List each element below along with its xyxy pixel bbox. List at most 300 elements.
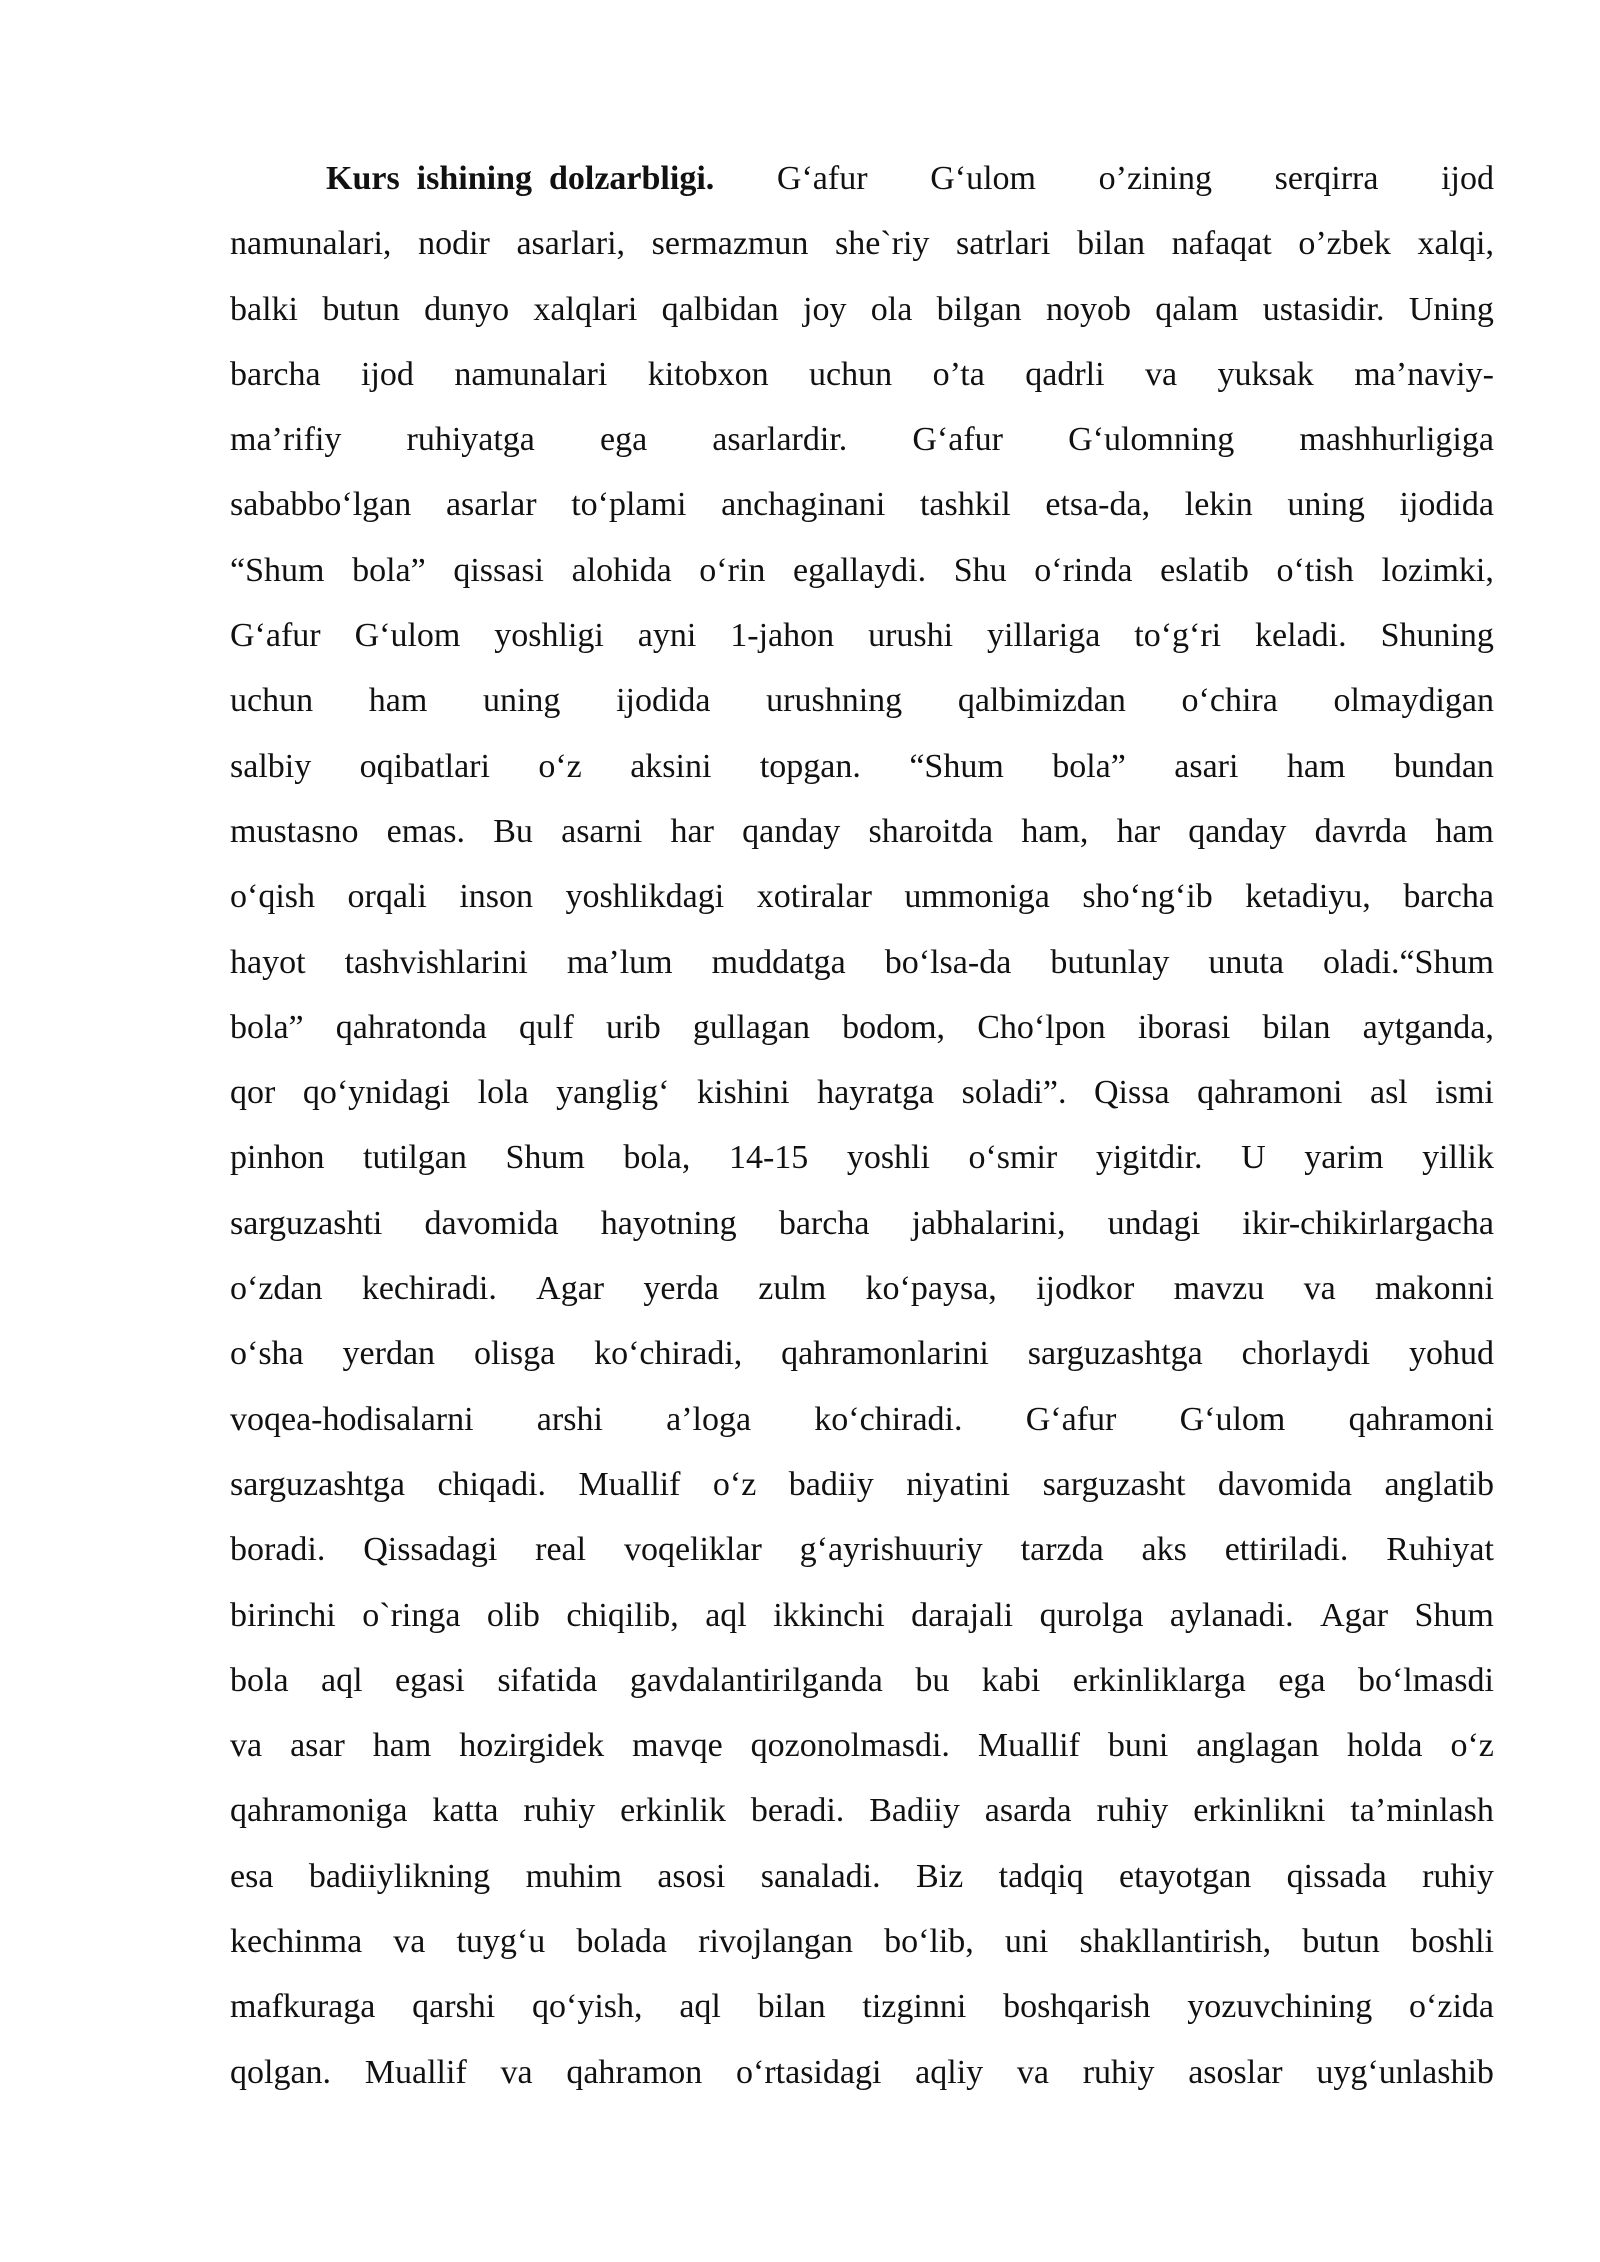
word: kishini [697,1074,790,1112]
word: 1-jahon [730,617,835,655]
word: o‘rtasidagi [736,2053,882,2091]
word: Muallif [977,1727,1080,1765]
word: yohud [1408,1335,1494,1373]
word: qurolga [1039,1596,1144,1634]
word: olisga [473,1335,556,1373]
word: lozimki, [1381,551,1494,589]
word: davomida [1217,1465,1352,1503]
word: 14-15 [728,1139,809,1177]
word: bola” [352,551,426,589]
text-line [230,1125,1494,1190]
body-text [230,146,1494,2105]
word: etsa-da, [1045,486,1151,524]
word: kitobxon [647,355,769,393]
word: asar [290,1727,345,1765]
word: qolgan. [230,2053,332,2091]
word: qo‘yish, [532,1988,643,2026]
word: Cho‘lpon [977,1008,1106,1046]
word: sarguzashtga [230,1465,405,1503]
word: ayni [637,617,697,655]
word: ijod [361,355,414,393]
word: orqali [347,878,427,916]
word: badiiylikning [308,1857,491,1895]
word: anchaginani [721,486,886,524]
word: va [230,1727,263,1765]
word: g‘ayrishuuriy [799,1531,983,1569]
word: urushi [868,617,954,655]
word: ham, [1021,812,1089,850]
text-line [230,995,1494,1060]
word: namunalari [454,355,608,393]
word: yerdan [342,1335,436,1373]
word: ustasidir. [1262,290,1385,328]
word: egallaydi. [793,551,927,589]
word: salbiy [230,747,312,785]
word: bola, [623,1139,691,1177]
word: hozirgidek [459,1727,605,1765]
word: sanaladi. [760,1857,881,1895]
word: hayot [230,943,306,981]
word: o‘tish [1276,551,1354,589]
word: Agar [536,1270,605,1308]
word: va [500,2053,533,2091]
word: asl [1369,1074,1408,1112]
word: tadqiq [998,1857,1084,1895]
word: har [670,812,714,850]
text-line [230,472,1494,537]
word: esa [230,1857,274,1895]
text-line [230,930,1494,995]
word: mavzu [1173,1270,1265,1308]
word: qahramoni [1197,1074,1343,1112]
word: bilan [1262,1008,1331,1046]
word: Shum [505,1139,585,1177]
word: G‘ulom [930,160,1036,197]
word: aylanadi. [1169,1596,1294,1634]
word: qahramon [566,2053,703,2091]
word: aql [705,1596,747,1634]
word: ijod [1441,160,1494,197]
word: ettiriladi. [1224,1531,1349,1569]
word: katta [432,1792,499,1830]
word: va [1144,355,1178,393]
word: qadrli [1025,355,1105,393]
word: sarguzasht [1042,1465,1186,1503]
word: ma’naviy- [1354,355,1494,393]
text-line [230,1321,1494,1386]
word: beradi. [750,1792,845,1830]
word: asarlardir. [712,421,848,459]
word: asarni [561,812,643,850]
word: butun [322,290,400,328]
word: mustasno [230,812,359,850]
word: Uning [1408,290,1494,328]
word: voqea-hodisalarni [230,1400,474,1438]
word: qo‘ynidagi [302,1074,451,1112]
word: bodom, [842,1008,946,1046]
text-line [230,1778,1494,1843]
word: tutilgan [363,1139,467,1177]
word: ko‘chiradi, [594,1335,743,1373]
word: satrlari [956,225,1051,263]
word: darajali [911,1596,1014,1634]
word: tuyg‘u [456,1923,546,1961]
word: erkinliklarga [1072,1661,1246,1699]
word: emas. [386,812,466,850]
word: muhim [525,1857,622,1895]
word: noyob [1045,290,1131,328]
word: Muallif [364,2053,467,2091]
word: holda [1346,1727,1423,1765]
word: tashvishlarini [344,943,528,981]
word: ruhiyatga [406,421,535,459]
word: serqirra [1274,160,1379,197]
word: boradi. [230,1531,326,1569]
word: bola” [230,1008,304,1046]
word: anglatib [1384,1465,1494,1503]
word: asoslar [1188,2053,1283,2091]
text-line [230,1844,1494,1909]
text-line [230,2040,1494,2105]
word: yigitdir. [1095,1139,1203,1177]
word: qanday [1188,812,1287,850]
word: gavdalantirilganda [629,1661,883,1699]
word: aql [679,1988,721,2026]
word: xalqlari [533,290,638,328]
word: joy [803,290,847,328]
word: pinhon [230,1139,325,1177]
word: bo‘lsa-da [884,943,1012,981]
text-line [230,734,1494,799]
word: nodir [418,225,490,263]
word: Biz [916,1857,964,1895]
word: egasi [395,1661,465,1699]
text-line [230,1387,1494,1452]
word: to‘g‘ri [1134,617,1222,655]
text-line [230,603,1494,668]
word: sifatida [497,1661,598,1699]
word: Bu [493,812,533,850]
word: uni [1004,1923,1049,1961]
word: G‘ulom [1179,1400,1286,1438]
word: hayratga [817,1074,935,1112]
word: yozuvchining [1187,1988,1373,2026]
word: o‘zida [1409,1988,1494,2026]
word: ega [1278,1661,1326,1699]
word: soladi”. [961,1074,1067,1112]
word: kechiradi. [361,1270,497,1308]
word: “Shum [230,551,325,589]
word: rivojlangan [698,1923,853,1961]
word: oladi.“Shum [1322,943,1494,981]
text-line [230,1713,1494,1778]
word: Muallif [578,1465,681,1503]
word: ta’minlash [1350,1792,1494,1830]
word: bola” [1052,747,1126,785]
word: boshli [1410,1923,1494,1961]
word: eslatib [1160,551,1249,589]
text-line [230,1191,1494,1256]
word: ham [1286,747,1346,785]
word: erkinlik [620,1792,726,1830]
word: jabhalarini, [911,1204,1066,1242]
word: undagi [1107,1204,1201,1242]
word: ijodida [616,682,711,720]
word: yarim [1304,1139,1384,1177]
word: davrda [1314,812,1408,850]
word: o’ta [932,355,985,393]
word: xalqi, [1417,225,1494,263]
word: Ruhiyat [1386,1531,1494,1569]
word: asarlari, [516,225,626,263]
word: sarguzashti [230,1204,383,1242]
word: a’loga [666,1400,752,1438]
word: ikkinchi [773,1596,885,1634]
word: namunalari, [230,225,392,263]
word: olib [486,1596,540,1634]
word: va [1016,2053,1049,2091]
word: birinchi [230,1596,336,1634]
word: o‘z [712,1465,757,1503]
word: niyatini [906,1465,1011,1503]
word: sho‘ng‘ib [1082,878,1213,916]
word: ham [372,1727,432,1765]
word: har [1116,812,1161,850]
word: arshi [536,1400,603,1438]
word: barcha [1403,878,1494,916]
word: G‘afur [230,617,321,655]
word: boshqarish [1003,1988,1151,2026]
word: G‘afur [912,421,1003,459]
word: topgan. [759,747,861,785]
word: lekin [1184,486,1253,524]
word: erkinlikni [1193,1792,1326,1830]
word: dunyo [424,290,510,328]
word: bola [230,1661,289,1699]
word: lola [477,1074,529,1112]
word: qahramonlarini [781,1335,989,1373]
word: to‘plami [571,486,687,524]
word: o’zbek [1298,225,1391,263]
word: o‘rinda [1034,551,1133,589]
word: yanglig‘ [556,1074,670,1112]
word: Agar [1320,1596,1389,1634]
word: qarshi [412,1988,496,2026]
word: bolada [576,1923,668,1961]
word: G‘afur [776,160,868,197]
word: uning [1287,486,1365,524]
word: ham [1435,812,1494,850]
word: bilan [757,1988,826,2026]
word: yoshli [846,1139,930,1177]
word: yoshligi [494,617,604,655]
word: gullagan [692,1008,810,1046]
word: nafaqat [1171,225,1272,263]
word: ikir-chikirlargacha [1242,1204,1494,1242]
word: tizginni [862,1988,967,2026]
word: ma’rifiy [230,421,342,459]
word: G‘ulomning [1068,421,1235,459]
text-line [230,1648,1494,1713]
word: o‘sha [230,1335,304,1373]
word: qozonolmasdi. [750,1727,950,1765]
word: Shuning [1380,617,1494,655]
word: aytganda, [1362,1008,1494,1046]
word: ham [368,682,428,720]
word: kechinma [230,1923,363,1961]
word: ijodida [1399,486,1494,524]
word: uyg‘unlashib [1316,2053,1494,2091]
text-line [230,277,1494,342]
word: ruhiy [1422,1857,1494,1895]
word: bilgan [936,290,1022,328]
word: barcha [778,1204,870,1242]
word: sharoitda [868,812,994,850]
word: Qissadagi [363,1531,498,1569]
word: Shu [953,551,1007,589]
word: ruhiy [523,1792,596,1830]
word: bundan [1393,747,1494,785]
word: G‘afur [1025,1400,1117,1438]
text-line [230,864,1494,929]
word: o‘smir [968,1139,1058,1177]
word: davomida [424,1204,559,1242]
heading-run: Kurs ishining dolzarbligi. [326,160,715,197]
word: inson [459,878,534,916]
word: ijodkor [1036,1270,1135,1308]
word: Shum [1414,1596,1494,1634]
word: ola [870,290,913,328]
word: qissasi [453,551,544,589]
word: mashhurligiga [1299,421,1494,459]
word: asari [1174,747,1239,785]
word: aql [321,1661,363,1699]
word: Badiiy [869,1792,960,1830]
word: aqliy [915,2053,984,2091]
word: “Shum [909,747,1004,785]
word: sermazmun [651,225,809,263]
word: uchun [230,682,314,720]
text-line-first [230,146,1494,211]
word: o`ringa [362,1596,461,1634]
text-line [230,1974,1494,2039]
word: aks [1141,1531,1187,1569]
word: Qissa [1093,1074,1170,1112]
word: bu [915,1661,950,1699]
word: butun [1302,1923,1380,1961]
word: o‘zdan [230,1270,323,1308]
word: o‘qish [230,878,315,916]
word: qalbimizdan [957,682,1126,720]
word: asosi [657,1857,726,1895]
word: oqibatlari [359,747,490,785]
word: qissada [1286,1857,1387,1895]
word: muddatga [711,943,846,981]
word: alohida [571,551,672,589]
word: va [393,1923,426,1961]
word: o‘rin [699,551,766,589]
word: qalbidan [661,290,779,328]
word: shakllantirish, [1079,1923,1272,1961]
word: zulm [758,1270,827,1308]
word: xotiralar [756,878,872,916]
word: yillariga [987,617,1101,655]
word: sarguzashtga [1027,1335,1203,1373]
word: chiqilib, [566,1596,679,1634]
word: va [1303,1270,1336,1308]
word: hayotning [600,1204,737,1242]
word: yuksak [1217,355,1314,393]
text-line [230,211,1494,276]
word: chiqadi. [437,1465,547,1503]
word: tashkil [919,486,1011,524]
text-line [230,1517,1494,1582]
word: bo‘lmasdi [1357,1661,1494,1699]
word: G‘ulom [354,617,461,655]
word: she`riy [834,225,930,263]
text-line [230,342,1494,407]
word: urushning [766,682,903,720]
word: ketadiyu, [1245,878,1371,916]
word: asarlar [445,486,537,524]
word: buni [1107,1727,1169,1765]
word: ruhiy [1096,1792,1169,1830]
word: ko‘chiradi. [814,1400,963,1438]
word: anglagan [1196,1727,1319,1765]
word: chorlaydi [1241,1335,1371,1373]
word: mafkuraga [230,1988,376,2026]
word: iborasi [1137,1008,1231,1046]
word: o’zining [1098,160,1212,197]
word: ismi [1435,1074,1494,1112]
word: uning [482,682,561,720]
word: o‘z [538,747,582,785]
word: voqeliklar [623,1531,762,1569]
word: qahratonda [335,1008,487,1046]
word: qalam [1155,290,1239,328]
word: yillik [1422,1139,1494,1177]
word: olmaydigan [1333,682,1494,720]
word: yoshlikdagi [565,878,725,916]
text-line [230,1583,1494,1648]
word: uchun [809,355,893,393]
text-line [230,1452,1494,1517]
text-line [230,407,1494,472]
word: yerda [643,1270,719,1308]
word: ko‘paysa, [865,1270,997,1308]
word: tarzda [1020,1531,1104,1569]
word: balki [230,290,298,328]
word: makonni [1375,1270,1494,1308]
text-line [230,1256,1494,1321]
text-line [230,668,1494,733]
word: U [1241,1139,1266,1177]
word: sababbo‘lgan [230,486,412,524]
word: asarda [984,1792,1072,1830]
word: ruhiy [1082,2053,1155,2091]
text-line [230,799,1494,864]
word: urib [605,1008,661,1046]
word: etayotgan [1119,1857,1252,1895]
word: o‘chira [1181,682,1278,720]
word: ega [600,421,648,459]
word: keladi. [1255,617,1347,655]
word: kabi [981,1661,1041,1699]
word: bilan [1077,225,1146,263]
word: aksini [630,747,712,785]
word: qor [230,1074,276,1112]
word: ma’lum [566,943,673,981]
